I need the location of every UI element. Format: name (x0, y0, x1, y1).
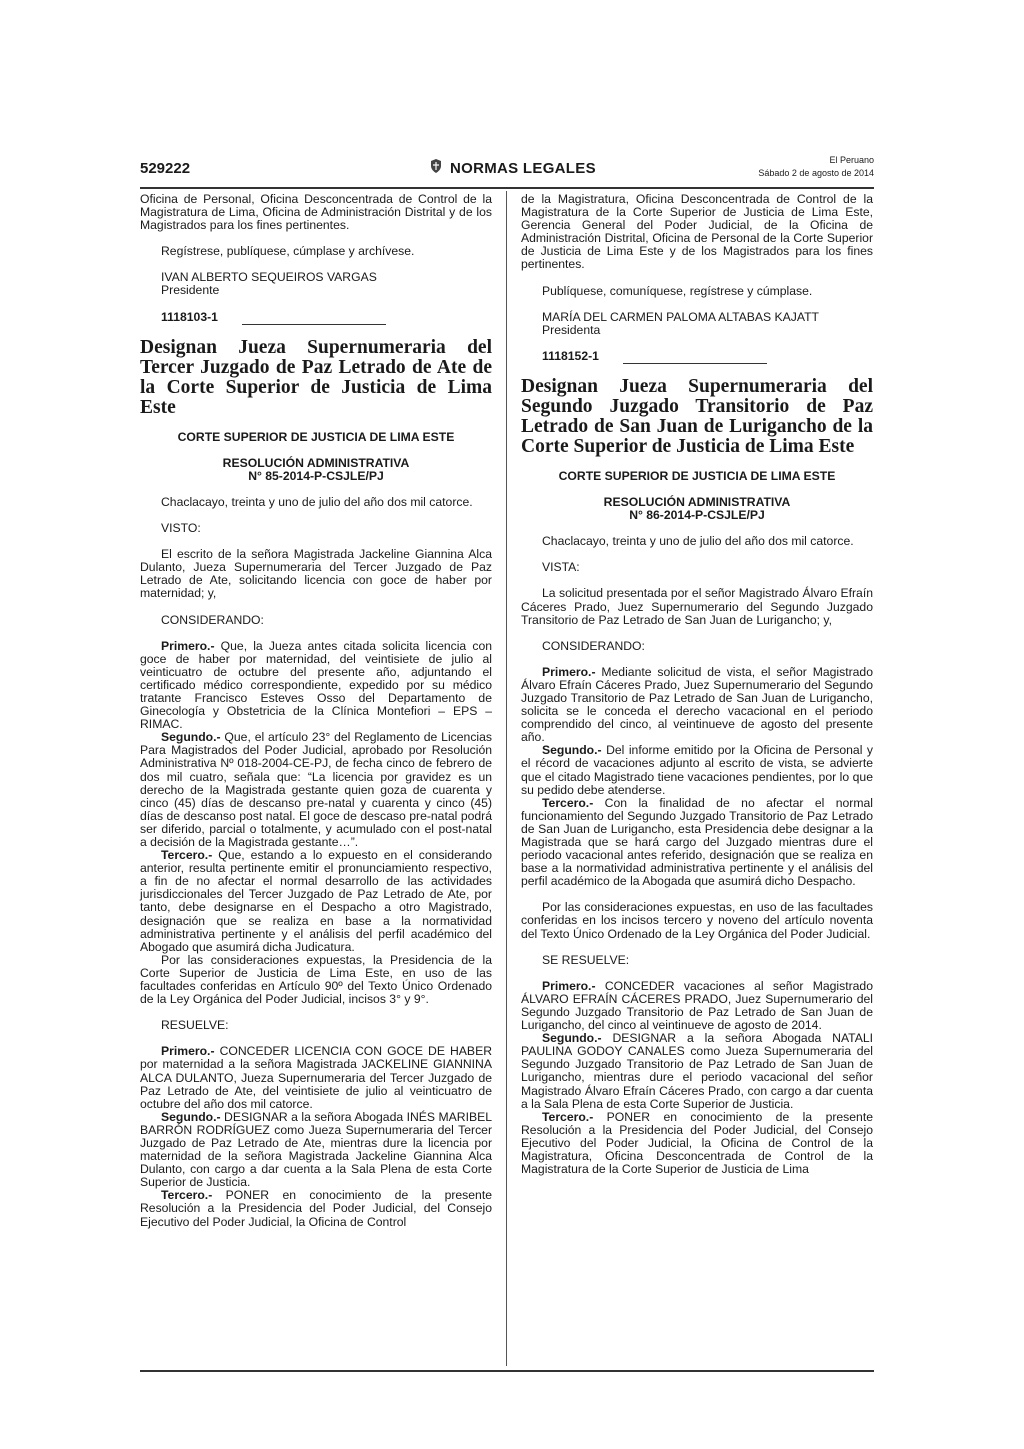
place-date: Chaclacayo, treinta y uno de julio del año dos mil catorce. (542, 534, 854, 549)
resuelve-heading: SE RESUELVE: (542, 952, 630, 967)
resolution-number: N° 86-2014-P-CSJLE/PJ (629, 508, 765, 523)
coat-of-arms-icon (428, 158, 444, 178)
resuelve-tercero (140, 1189, 492, 1228)
publication-info (758, 154, 874, 180)
notice-code-text: 1118152-1 (542, 348, 599, 363)
separator-rule (623, 363, 767, 364)
footer-rule (140, 1370, 874, 1372)
separator-rule (242, 324, 386, 325)
visto-text: El escrito de la señora Magistrada Jackeline Giannina Alca Dulanto, Jueza Supernumeraria del Tercer Juzgado de Paz Letrado de Ate, solicitando licencia con goce de haber por maternidad; y, (140, 547, 492, 601)
right-column (521, 193, 873, 1176)
clause-text: CONCEDER vacaciones al señor Magistrado ÁLVARO EFRAÍN CÁCERES PRADO, Juez Supernumerario del Segundo Juzgado Transitorio de Paz Letrado de San Juan de Lurigancho, del cinco al veintinueve de agosto de 2014. (521, 978, 873, 1033)
place-date: Chaclacayo, treinta y uno de julio del año dos mil catorce. (161, 494, 473, 509)
notice-code (140, 311, 492, 324)
article-title: Designan Jueza Supernumeraria del Segundo Juzgado Transitorio de Paz Letrado de San Juan de Lurigancho de la Corte Superior de Justicia de Lima Este (521, 375, 873, 457)
clause-label: Primero.- (542, 664, 596, 679)
article-title: Designan Jueza Supernumeraria del Tercer Juzgado de Paz Letrado de Ate de la Corte Superior de Justicia de Lima Este (140, 336, 492, 418)
clause-text: Mediante solicitud de vista, el señor Magistrado Álvaro Efraín Cáceres Prado, Juez Supernumerario del Segundo Juzgado Transitorio de Paz Letrado de San Juan de Lurigancho, solicita se le conceda el derecho vacacional en el periodo comprendido del cinco, al veintinueve de agosto del presente año. (521, 664, 873, 745)
considerando-tercero (521, 797, 873, 889)
clause-label: Tercero.- (161, 848, 213, 863)
clause-text: Que, estando a lo expuesto en el considerando anterior, resulta pertinente emitir el pronunciamiento respectivo, a fin de no afectar el normal desarrollo de las actividades jurisdiccionales del Tercer Juzgado de Paz Letrado de Ate, por tanto, debe designarse en el Despacho a otro Magistrado, designación que se realiza en base a la normatividad administrativa pertinente y el análisis del perfil académico del Abogado que asumirá dicha Judicatura. (140, 848, 492, 954)
clause-label: Tercero.- (542, 795, 594, 810)
newspaper-name: El Peruano (829, 155, 874, 165)
court-name: CORTE SUPERIOR DE JUSTICIA DE LIMA ESTE (177, 429, 455, 444)
clause-label: Tercero.- (161, 1188, 213, 1203)
clause-text: DESIGNAR a la señora Abogada INÉS MARIBEL BARRÓN RODRÍGUEZ como Jueza Supernumeraria del Tercer Juzgado de Paz Letrado de Ate, mientras dure la licencia por maternidad de la señora Magistrada Jackeline Giannina Alca Dulanto, con cargo a dar cuenta a la Sala Plena de esta Corte Superior de Justicia. (140, 1109, 492, 1190)
considerando-final: Por las consideraciones expuestas, la Presidencia de la Corte Superior de Justicia de Lima Este, en uso de las facultades conferidas en Artículo 90º del Texto Único Ordenado de la Ley Orgánica del Poder Judicial, incisos 3° y 9°. (140, 952, 492, 1007)
signer-name: MARÍA DEL CARMEN PALOMA ALTABAS KAJATT (542, 309, 819, 324)
clause-text: PONER en conocimiento de la presente Resolución a la Presidencia del Poder Judicial, del Consejo Ejecutivo del Poder Judicial, la Oficina de Control (140, 1188, 492, 1229)
resolution-number: N° 85-2014-P-CSJLE/PJ (248, 468, 384, 483)
clause-text: Que, la Jueza antes citada solicita licencia con goce de haber por maternidad, del veintisiete de julio al veinticuatro de octubre del presente año, adjuntando el certificado médico correspondiente, expedido por su médico tratante Francisco Esteves Osso del Departamento de Ginecología y Obstetricia de la Clínica Montefiori – EPS – RIMAC. (140, 638, 492, 732)
clause-text: PONER en conocimiento de la presente Resolución a la Presidencia del Poder Judicial, del Consejo Ejecutivo del Poder Judicial, la Oficina de Control de la Magistratura, Oficina Desconcentrada de Control de la Magistratura de la Corte Superior de Justicia de Lima (521, 1109, 873, 1177)
notice-code (521, 350, 873, 363)
continued-paragraph: de la Magistratura, Oficina Desconcentrada de Control de la Magistratura de la Corte Superior de Justicia de Lima Este, Gerencia General del Poder Judicial, de la Oficina de Administración Distrital, Oficina de Personal de la Corte Superior de Justicia de Lima Este y de los Magistrados para los fines pertinentes. (521, 192, 873, 272)
continued-paragraph: Oficina de Personal, Oficina Desconcentrada de Control de la Magistratura de Lima, Oficina de Administración Distrital y de los Magistrados para los fines pertinentes. (140, 192, 492, 233)
resuelve-heading: RESUELVE: (161, 1018, 229, 1033)
clause-label: Primero.- (542, 978, 596, 993)
clause-label: Primero.- (161, 1044, 215, 1059)
considerando-segundo (140, 731, 492, 849)
clause-label: Segundo.- (161, 1109, 221, 1124)
resuelve-segundo (140, 1111, 492, 1190)
vista-heading: VISTA: (542, 560, 580, 575)
considerando-heading: CONSIDERANDO: (542, 638, 645, 653)
vista-text: La solicitud presentada por el señor Magistrado Álvaro Efraín Cáceres Prado, Juez Supernumerario del Segundo Juzgado Transitorio de Paz Letrado de San Juan de Lurigancho; y, (521, 586, 873, 627)
publication-name: NORMAS LEGALES (450, 159, 596, 177)
considerando-primero (521, 666, 873, 745)
clause-label: Primero.- (161, 638, 215, 653)
visto-heading: VISTO: (161, 521, 201, 536)
resuelve-primero (521, 980, 873, 1032)
closing-formula: Regístrese, publíquese, cúmplase y archívese. (161, 244, 415, 259)
signer-name: IVAN ALBERTO SEQUEIROS VARGAS (161, 270, 377, 285)
clause-label: Segundo.- (161, 730, 221, 745)
signer-role: Presidente (161, 283, 220, 298)
court-name: CORTE SUPERIOR DE JUSTICIA DE LIMA ESTE (558, 468, 836, 483)
clause-text: Que, el artículo 23° del Reglamento de Licencias Para Magistrados del Poder Judicial, aprobado por Resolución Administrativa Nº 018-2004-CE-PJ, de fecha cinco de febrero de dos mil cuatro, señala que: “La licencia por gravidez es un derecho de la Magistrada gestante quien goza de cuarenta y cinco (45) días de descanso pre-natal y cuarenta y cinco (45) días de descanso post natal. El goce de descaso pre-natal podrá ser diferido, parcial o totalmente, y acumulado con el post-natal a decisión de la Magistrada gestante…”. (140, 730, 492, 849)
page-number: 529222 (140, 160, 191, 177)
publication-brand (428, 158, 596, 178)
left-column (140, 193, 492, 1229)
clause-label: Tercero.- (542, 1109, 594, 1124)
resuelve-tercero (521, 1111, 873, 1176)
resolution-title: RESOLUCIÓN ADMINISTRATIVA (603, 495, 791, 510)
resolution-title: RESOLUCIÓN ADMINISTRATIVA (222, 455, 410, 470)
considerando-tercero (140, 849, 492, 954)
issue-date: Sábado 2 de agosto de 2014 (758, 168, 874, 178)
notice-code-text: 1118103-1 (161, 309, 218, 324)
clause-text: Con la finalidad de no afectar el normal funcionamiento del Segundo Juzgado Transitorio de Paz Letrado de San Juan de Lurigancho, esta Presidencia debe designar a la Magistrada que se hará cargo del Juzgado mientras dure el periodo vacacional antes referido, designación que se realiza en base a la normatividad administrativa pertinente y el análisis del perfil académico de la Abogada que asumirá dicho Despacho. (521, 795, 873, 889)
column-divider (506, 191, 507, 1366)
closing-formula: Publíquese, comuníquese, regístrese y cúmplase. (542, 283, 813, 298)
signer-role: Presidenta (542, 322, 601, 337)
considerando-heading: CONSIDERANDO: (161, 612, 264, 627)
resuelve-primero (140, 1045, 492, 1110)
considerando-primero (140, 640, 492, 732)
clause-label: Segundo.- (542, 1031, 602, 1046)
clause-text: Del informe emitido por la Oficina de Personal y el récord de vacaciones adjunto al escrito de vista, se advierte que el citado Magistrado tiene vacaciones pendientes, por lo que su pedido debe atenderse. (521, 743, 873, 797)
header-rule (140, 187, 874, 189)
considerando-segundo (521, 744, 873, 796)
clause-text: CONCEDER LICENCIA CON GOCE DE HABER por maternidad a la señora Magistrada JACKELINE GIANNINA ALCA DULANTO, Jueza Supernumeraria del Tercer Juzgado de Paz Letrado de Ate, del veintisiete de julio al veinticuatro de octubre del año dos mil catorce. (140, 1044, 492, 1111)
clause-label: Segundo.- (542, 743, 602, 758)
page-header (140, 152, 874, 186)
clause-text: DESIGNAR a la señora Abogada NATALI PAULINA GODOY CANALES como Jueza Supernumeraria del Segundo Juzgado Transitorio de Paz Letrado de San Juan de Lurigancho, mientras dure el periodo vacacional del señor Magistrado Álvaro Efraín Cáceres Prado, con cargo a dar cuenta a la Sala Plena de esta Corte Superior de Justicia. (521, 1031, 873, 1111)
resuelve-segundo (521, 1032, 873, 1111)
considerando-final: Por las consideraciones expuestas, en uso de las facultades conferidas en los incisos tercero y noveno del artículo noventa del Texto Único Ordenado de la Ley Orgánica del Poder Judicial. (521, 900, 873, 941)
